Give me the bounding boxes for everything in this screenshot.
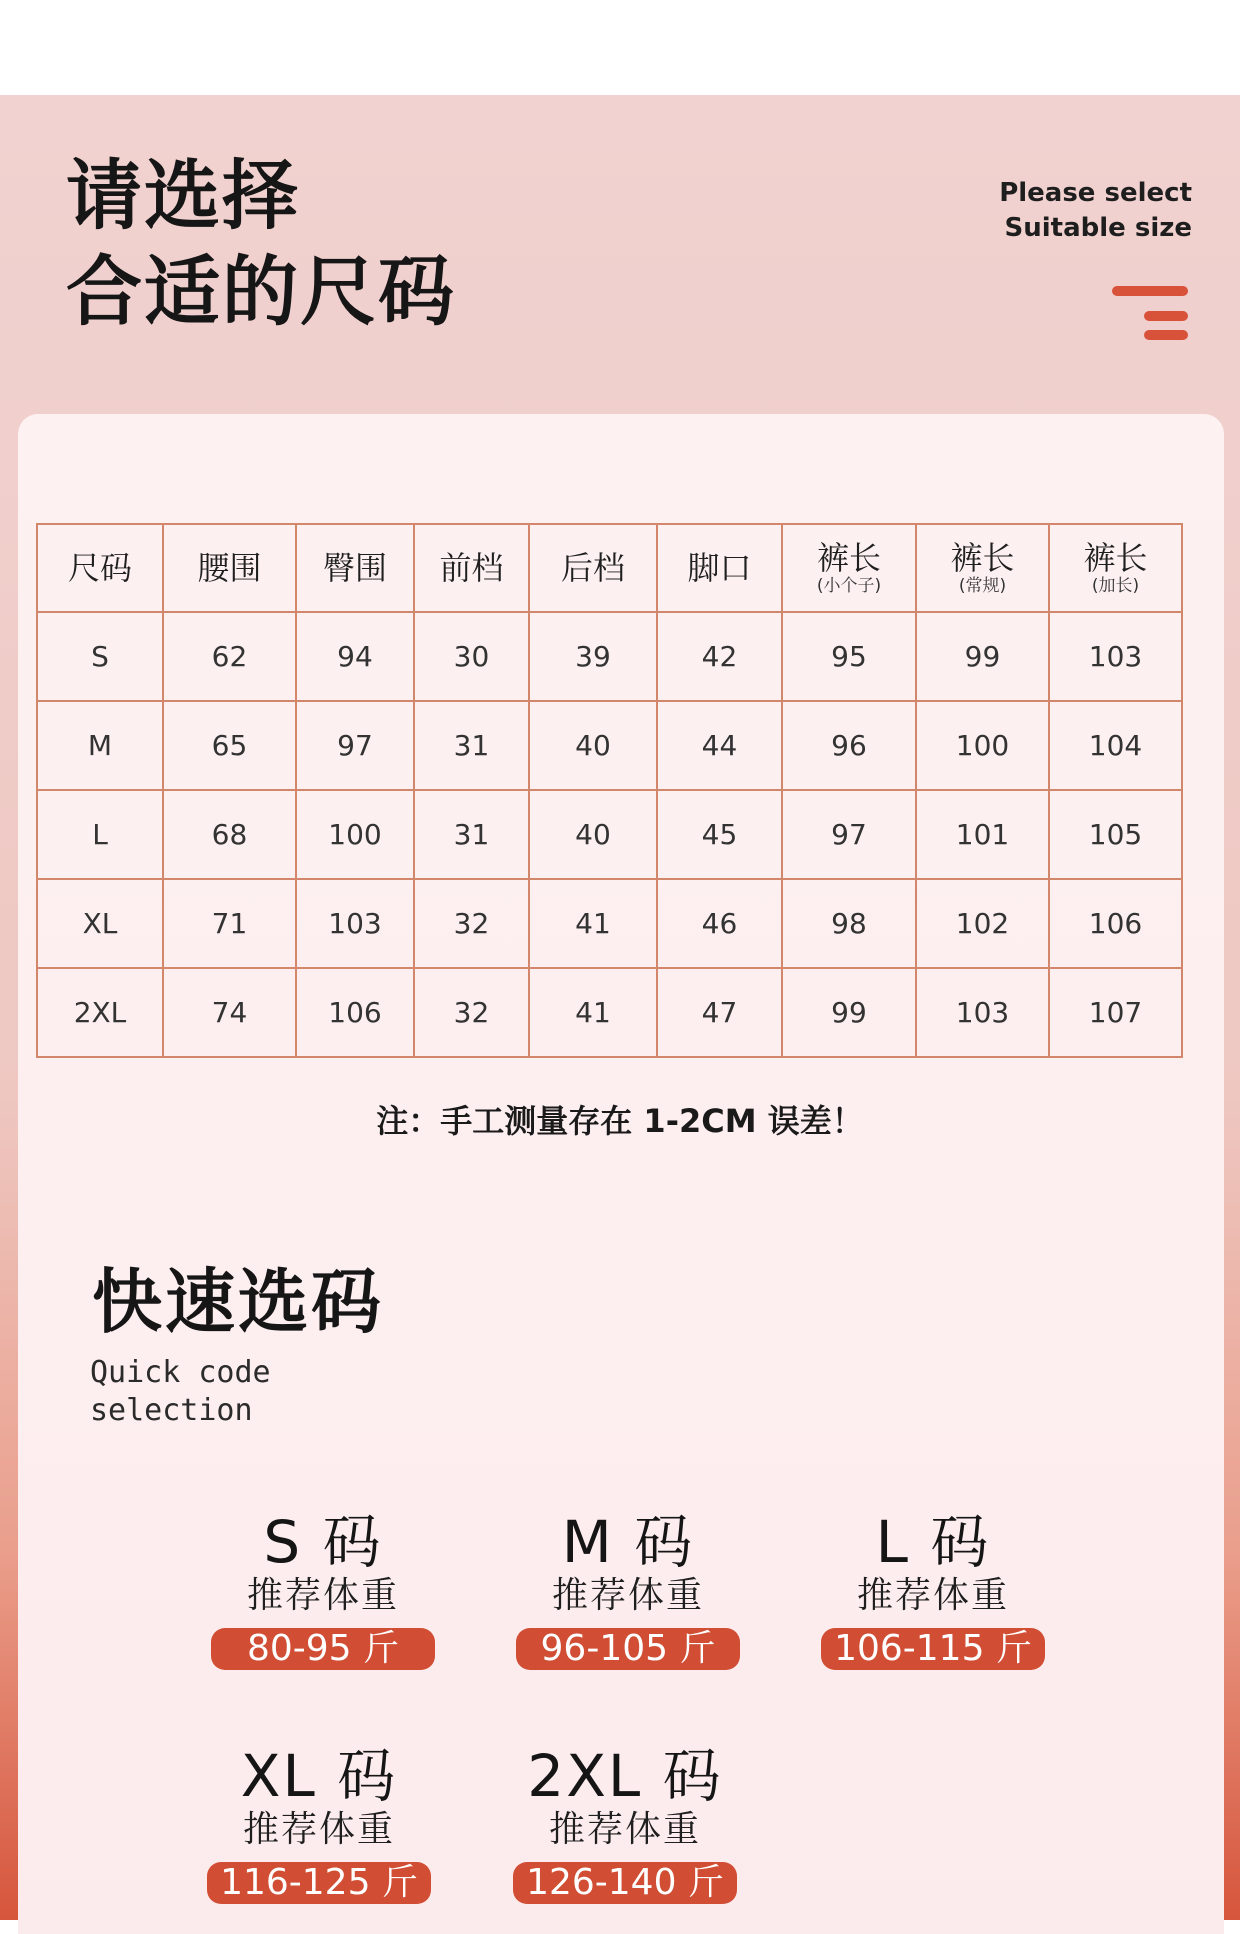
size-recommendation-l [813,1510,1053,1670]
header-cell: 前档 [414,524,529,612]
size-code: S 码 [263,1508,383,1576]
table-cell: 100 [296,790,414,879]
recommend-label: 推荐体重 [548,1809,701,1850]
table-cell: 42 [657,612,782,701]
size-recommendation-s [203,1510,443,1670]
table-cell: S [37,612,163,701]
header-cell: 裤长 (常规) [916,524,1049,612]
table-cell: 102 [916,879,1049,968]
weight-range-badge: 126-140 斤 [513,1862,737,1904]
quick-select-subtitle [90,1354,271,1430]
page-title-line-2: 合适的尺码 [66,247,456,336]
table-cell: 105 [1049,790,1182,879]
table-row [37,968,1182,1057]
table-cell: 97 [782,790,916,879]
subtitle-line-1: Please select [999,178,1192,208]
table-cell: 99 [782,968,916,1057]
table-cell: 104 [1049,701,1182,790]
size-recommendation-m [508,1510,748,1670]
table-cell: 97 [296,701,414,790]
table-cell: 96 [782,701,916,790]
size-code: XL 码 [240,1742,398,1810]
table-cell: 62 [163,612,296,701]
page-title-line-1: 请选择 [66,151,300,240]
size-recommendation-2xl [505,1744,745,1904]
size-chart-table [36,523,1183,1058]
recommend-label: 推荐体重 [246,1575,399,1616]
table-cell: 2XL [37,968,163,1057]
measurement-note: 注：手工测量存在 1-2CM 误差！ [376,1102,864,1140]
table-row [37,879,1182,968]
page-subtitle-english [999,176,1192,246]
table-cell: 101 [916,790,1049,879]
table-cell: 68 [163,790,296,879]
table-cell: 94 [296,612,414,701]
table-cell: 98 [782,879,916,968]
table-cell: 32 [414,879,529,968]
weight-range-badge: 96-105 斤 [516,1628,740,1670]
menu-lines-icon [1110,286,1188,346]
table-cell: 106 [296,968,414,1057]
table-cell: 44 [657,701,782,790]
page-title [66,148,456,340]
table-cell: 41 [529,879,657,968]
table-cell: 47 [657,968,782,1057]
header-cell: 裤长 (小个子) [782,524,916,612]
table-cell: 103 [1049,612,1182,701]
table-cell: 31 [414,790,529,879]
header-cell: 裤长 (加长) [1049,524,1182,612]
table-cell: 40 [529,790,657,879]
table-cell: 30 [414,612,529,701]
table-cell: 103 [296,879,414,968]
header-cell: 尺码 [37,524,163,612]
weight-range-badge: 80-95 斤 [211,1628,435,1670]
quick-select-title: 快速选码 [92,1261,384,1343]
header-cell: 腰围 [163,524,296,612]
recommend-label: 推荐体重 [551,1575,704,1616]
recommend-label: 推荐体重 [856,1575,1009,1616]
table-cell: 71 [163,879,296,968]
table-cell: L [37,790,163,879]
header-cell: 脚口 [657,524,782,612]
table-cell: 74 [163,968,296,1057]
table-cell: 107 [1049,968,1182,1057]
table-cell: M [37,701,163,790]
recommend-label: 推荐体重 [242,1809,395,1850]
table-cell: 41 [529,968,657,1057]
quick-subtitle-line-2: selection [90,1393,253,1428]
quick-subtitle-line-1: Quick code [90,1355,271,1390]
size-code: 2XL 码 [527,1742,723,1810]
table-cell: 31 [414,701,529,790]
table-cell: 100 [916,701,1049,790]
subtitle-line-2: Suitable size [1004,213,1192,243]
table-row [37,612,1182,701]
table-cell: 39 [529,612,657,701]
size-recommendation-xl [199,1744,439,1904]
header-cell: 后档 [529,524,657,612]
table-cell: 40 [529,701,657,790]
size-code: M 码 [561,1508,695,1576]
size-code: L 码 [875,1508,991,1576]
table-cell: 95 [782,612,916,701]
table-header-row [37,524,1182,612]
header-cell: 臀围 [296,524,414,612]
table-cell: 45 [657,790,782,879]
weight-range-badge: 106-115 斤 [821,1628,1045,1670]
table-row [37,701,1182,790]
table-cell: 103 [916,968,1049,1057]
table-cell: XL [37,879,163,968]
table-cell: 99 [916,612,1049,701]
table-cell: 65 [163,701,296,790]
table-cell: 32 [414,968,529,1057]
weight-range-badge: 116-125 斤 [207,1862,431,1904]
table-row [37,790,1182,879]
table-cell: 106 [1049,879,1182,968]
table-cell: 46 [657,879,782,968]
